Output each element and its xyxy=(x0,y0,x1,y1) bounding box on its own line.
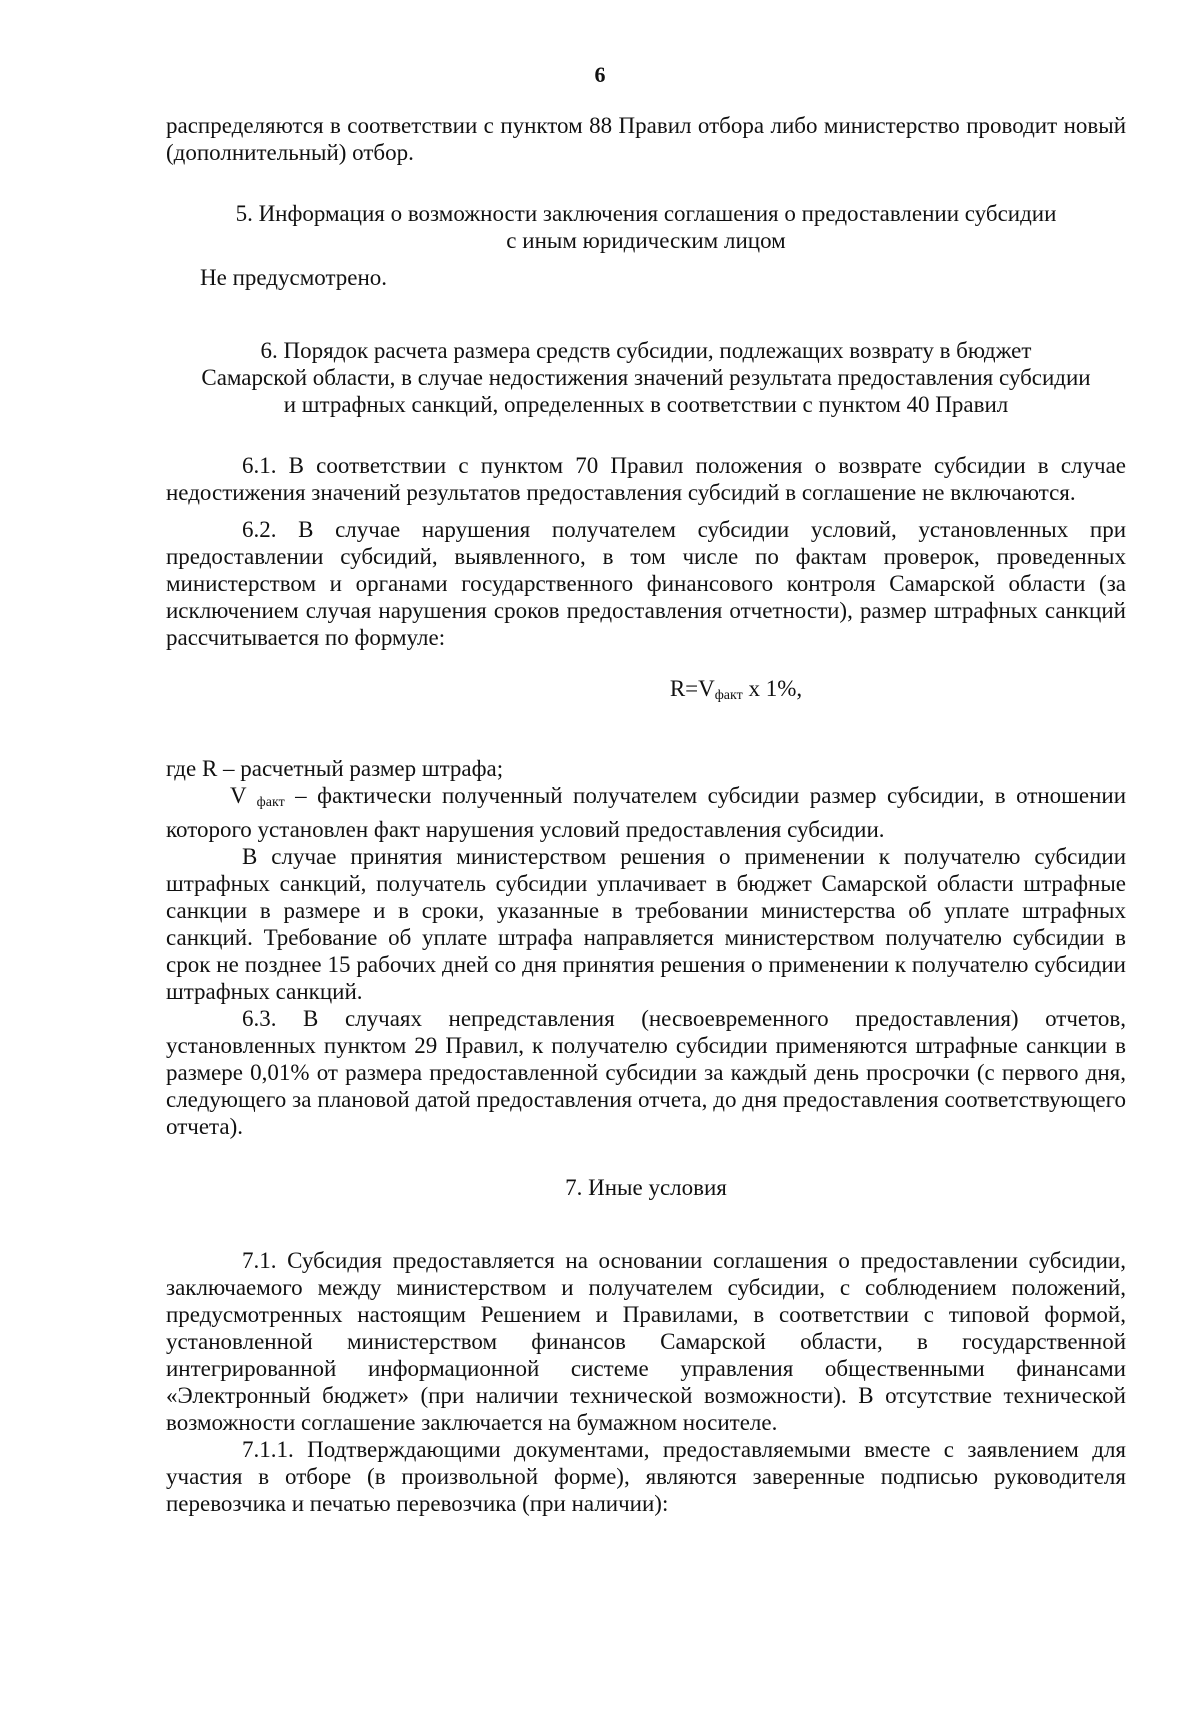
formula-subscript: факт xyxy=(714,688,743,703)
section-5-text: Не предусмотрено. xyxy=(200,265,388,290)
section-6-heading-line2: Самарской области, в случае недостижения значений результата предоставления субсидии xyxy=(201,365,1091,390)
intro-paragraph: распределяются в соответствии с пунктом 88 Правил отбора либо министерство проводит новый (дополнительный) отбор. xyxy=(166,113,1126,165)
section-6-heading-line1: 6. Порядок расчета размера средств субсидии, подлежащих возврату в бюджет xyxy=(260,338,1032,363)
formula-main: R=V xyxy=(669,676,715,701)
page-number: 6 xyxy=(594,62,606,87)
paragraph-6-1: 6.1. В соответствии с пунктом 70 Правил положения о возврате субсидии в случае недостижения значений результатов предоставления субсидий в соглашение не включаются. xyxy=(166,453,1126,505)
formula-where-v xyxy=(166,782,1126,843)
paragraph-6-2: 6.2. В случае нарушения получателем субсидии условий, установленных при предоставлении субсидий, выявленного, в том числе по фактам проверок, проведенных министерством и органами государственного финансового контроля Самарской области (за исключением случая нарушения сроков предоставления отчетности), размер штрафных санкций рассчитывается по формуле: xyxy=(166,517,1126,650)
section-7-heading: 7. Иные условия xyxy=(565,1175,727,1200)
document-body xyxy=(166,112,1126,1517)
v-symbol: V xyxy=(230,783,247,808)
v-subscript: факт xyxy=(256,795,285,810)
formula-tail: x 1%, xyxy=(748,676,803,701)
paragraph-6-3: 6.3. В случаях непредставления (несвоевременного предоставления) отчетов, установленных пунктом 29 Правил, к получателю субсидии применяются штрафные санкции в размере 0,01% от размера предоставленной субсидии за каждый день просрочки (с первого дня, следующего за плановой датой предоставления отчета, до дня предоставления соответствующего отчета). xyxy=(166,1006,1126,1139)
penalty-formula xyxy=(166,675,1126,709)
section-5-heading-line1: 5. Информация о возможности заключения соглашения о предоставлении субсидии xyxy=(235,201,1057,226)
paragraph-7-1: 7.1. Субсидия предоставляется на основании соглашения о предоставлении субсидии, заключаемого между министерством и получателем субсидии, с соблюдением положений, предусмотренных настоящим Решением и Правилами, в соответствии с типовой формой, установленной министерством финансов Самарской области, в государственной интегрированной информационной системе управления общественными финансами «Электронный бюджет» (при наличии технической возможности). В отсутствие технической возможности соглашение заключается на бумажном носителе. xyxy=(166,1248,1126,1435)
paragraph-6-2-continued: В случае принятия министерством решения о применении к получателю субсидии штрафных санкций, получатель субсидии уплачивает в бюджет Самарской области штрафные санкции в размере и в сроки, указанные в требовании министерства об уплате штрафных санкций. Требование об уплате штрафа направляется министерством получателю субсидии в срок не позднее 15 рабочих дней со дня принятия решения о применении к получателю субсидии штрафных санкций. xyxy=(166,844,1126,1004)
formula-where-r: где R – расчетный размер штрафа; xyxy=(166,756,504,781)
paragraph-7-1-1: 7.1.1. Подтверждающими документами, предоставляемыми вместе с заявлением для участия в отборе (в произвольной форме), являются заверенные подписью руководителя перевозчика и печатью перевозчика (при наличии): xyxy=(166,1437,1126,1516)
section-5-heading-line2: с иным юридическим лицом xyxy=(506,228,786,253)
v-description: – фактически полученный получателем субсидии размер субсидии, в отношении которого установлен факт нарушения условий предоставления субсидии. xyxy=(166,783,1127,842)
section-6-heading-line3: и штрафных санкций, определенных в соответствии с пунктом 40 Правил xyxy=(283,392,1009,417)
